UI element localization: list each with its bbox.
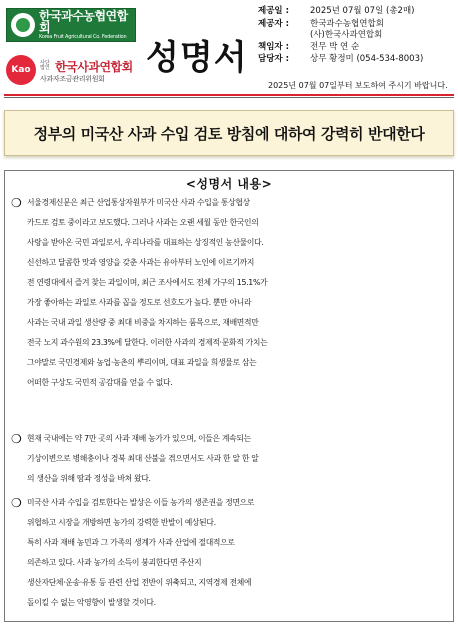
bullet-circle-icon: ❍ — [11, 496, 22, 510]
paragraph-line: 미국산 사과 수입을 검토한다는 발상은 이들 농가의 생존권을 정면으로 — [27, 498, 255, 507]
paragraph-1 — [11, 193, 451, 393]
paragraph-2 — [11, 429, 451, 489]
header-divider-gray — [4, 97, 454, 98]
paragraph-line: 사랑을 받아온 국민 과일로서, 우리나라를 대표하는 상징적인 농산물이다. — [27, 238, 264, 247]
meta-value: 2025년 07월 07일 (총2매) — [310, 6, 415, 16]
paragraph-line: 사과는 국내 과일 생산량 중 최대 비중을 차지하는 품목으로, 재배면적만 — [27, 318, 259, 327]
paragraph-line: 전국 노지 과수원의 23.3%에 달한다. 이러한 사과의 경제적·문화적 가치는 — [27, 338, 268, 347]
header-divider-red — [4, 94, 454, 96]
association-prefix: 사단법인 — [40, 60, 50, 72]
headline-banner — [4, 110, 454, 156]
headline-text: 정부의 미국산 사과 수입 검토 방침에 대하여 강력히 반대한다 — [33, 124, 425, 143]
meta-key — [258, 30, 310, 41]
paragraph-line: 그야말로 국민경제와 농업·농촌의 뿌리이며, 대표 과일을 희생물로 삼는 — [27, 358, 257, 367]
paragraph-line: 카드로 검토 중이라고 보도했다. 그러나 사과는 오랜 세월 동안 한국인의 — [27, 218, 259, 227]
meta-row-date — [258, 6, 454, 17]
statement-body — [4, 170, 454, 622]
meta-key: 책임자 : — [258, 42, 289, 53]
meta-row-manager — [258, 42, 454, 53]
bullet-circle-icon: ❍ — [11, 432, 22, 446]
paragraph-line: 전 연령대에서 즐겨 찾는 과일이며, 최근 조사에서도 전체 가구의 15.1%가 — [27, 278, 268, 287]
meta-value: 상무 황정미 (054-534-8003) — [310, 54, 424, 65]
embargo-notice: 2025년 07월 07일부터 보도하여 주시기 바랍니다. — [268, 81, 448, 90]
meta-value: 한국과수농협연합회 — [310, 19, 384, 30]
paragraph-line: 신선하고 달콤한 맛과 영양을 갖춘 사과는 유아부터 노인에 이르기까지 — [27, 258, 255, 267]
meta-key: 제공일 : — [258, 6, 289, 16]
meta-value: 전무 박 연 순 — [310, 42, 360, 53]
paragraph-line: 의존하고 있다. 사과 농가의 소득이 붕괴한다면 주산지 — [27, 558, 202, 567]
paragraph-line: 어떠한 구상도 국민적 공감대를 얻을 수 없다. — [27, 378, 173, 387]
federation-emblem-icon — [11, 13, 35, 37]
meta-row-provider — [258, 19, 454, 30]
meta-value: (사)한국사과연합회 — [310, 30, 383, 41]
paragraph-line: 서울경제신문은 최근 산업통상자원부가 미국산 사과 수입을 통상협상 — [27, 198, 250, 207]
meta-row-contact — [258, 54, 454, 65]
association-subtitle: 사과자조금관리위원회 — [40, 75, 105, 84]
document-title: 성명서 — [146, 38, 248, 78]
meta-key: 담당자 : — [258, 54, 289, 65]
federation-name: 한국과수농협연합회 — [39, 8, 128, 36]
paragraph-3 — [11, 493, 451, 613]
paragraph-line: 특히 사과 재배 농민과 그 가족의 생계가 사과 산업에 절대적으로 — [27, 538, 235, 547]
kao-apple-icon: Kao — [6, 55, 36, 85]
paragraph-line: 돌이킬 수 없는 악영향이 발생할 것이다. — [27, 598, 156, 607]
paragraph-line: 가장 좋아하는 과일로 사과를 꼽을 정도로 선호도가 높다. 뿐만 아니라 — [27, 298, 252, 307]
association-name: 한국사과연합회 — [55, 59, 133, 74]
meta-key: 제공자 : — [258, 19, 289, 30]
fruit-federation-logo — [6, 8, 136, 42]
paragraph-line: 위협하고 시장을 개방하면 농가의 강력한 반발이 예상된다. — [27, 518, 216, 527]
section-title: <성명서 내용> — [185, 177, 273, 191]
bullet-circle-icon: ❍ — [11, 196, 22, 210]
apple-association-logo — [6, 52, 140, 88]
paragraph-line: 현재 국내에는 약 7만 곳의 사과 재배 농가가 있으며, 이들은 계속되는 — [27, 434, 251, 443]
paragraph-line: 의 생산을 위해 땀과 정성을 바쳐 왔다. — [27, 474, 151, 483]
federation-english-name: Korea Fruit Agricultural Co. Federation — [39, 33, 127, 40]
document-meta — [258, 6, 454, 65]
paragraph-line: 생산자단체·운송·유통 등 관련 산업 전반이 위축되고, 지역경제 전체에 — [27, 578, 252, 587]
paragraph-line: 기상이변으로 병해충이나 경북 최대 산불을 겪으면서도 사과 한 알 한 알 — [27, 454, 259, 463]
meta-row-provider-2 — [258, 30, 454, 41]
